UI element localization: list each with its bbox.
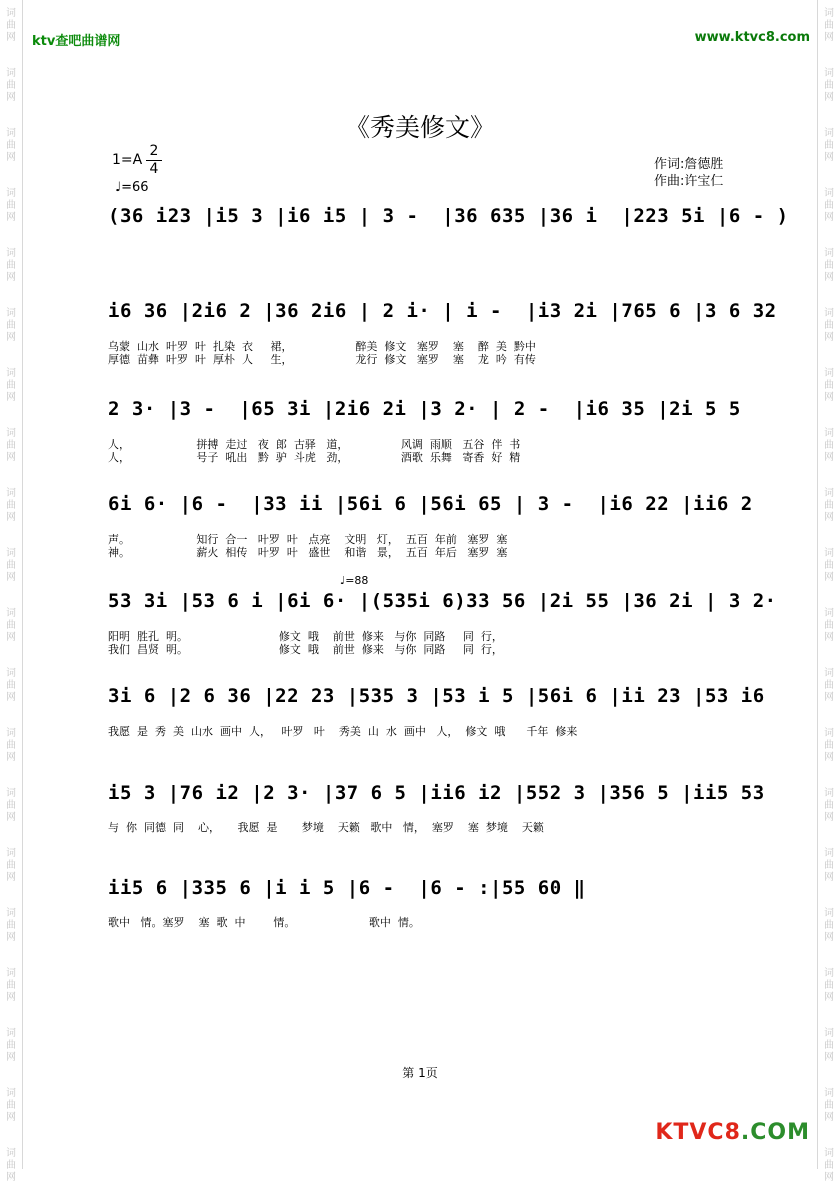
- site-logo: [655, 1120, 810, 1145]
- watermark-text: 词曲网: [824, 968, 834, 1003]
- site-url-right: www.ktvc8.com: [694, 30, 810, 45]
- notation-line-7: i5 3 |76 i2 |2 3· |37 6 5 |ii6 i2 |552 3 |356 5 |ii5 53: [108, 782, 765, 804]
- watermark-text: 词曲网: [824, 548, 834, 583]
- watermark-text: 词曲网: [6, 188, 16, 223]
- watermark-text: 词曲网: [6, 668, 16, 703]
- watermark-text: 词曲网: [6, 8, 16, 43]
- watermark-text: 词曲网: [824, 308, 834, 343]
- notation-line-1: (36 i23 |i5 3 |i6 i5 | 3 - |36 635 |36 i |223 5i |6 - ): [108, 205, 789, 227]
- watermark-text: 词曲网: [824, 1088, 834, 1123]
- watermark-text: 词曲网: [824, 248, 834, 283]
- watermark-text: 词曲网: [6, 968, 16, 1003]
- notation-line-8: ii5 6 |335 6 |i i 5 |6 - |6 - :|55 60 ‖: [108, 877, 586, 899]
- key-signature: 1=A: [112, 152, 143, 168]
- watermark-text: 词曲网: [6, 548, 16, 583]
- watermark-text: 词曲网: [824, 788, 834, 823]
- time-signature: [146, 143, 162, 178]
- watermark-text: 词曲网: [6, 428, 16, 463]
- watermark-text: 词曲网: [6, 308, 16, 343]
- logo-suffix-text: .COM: [740, 1120, 810, 1145]
- lyric-line-7: 与 你 同德 同 心， 我愿 是 梦境 天籁 歌中 情， 塞罗 塞 梦境 天籁: [108, 821, 544, 834]
- watermark-text: 词曲网: [824, 368, 834, 403]
- lyricist-credit: 作词:詹德胜: [654, 157, 724, 172]
- watermark-text: 词曲网: [6, 1148, 16, 1183]
- notation-line-4: 6i 6· |6 - |33 ii |56i 6 |56i 65 | 3 - |i6 22 |ii6 2: [108, 493, 753, 515]
- tempo-marking: ♩=66: [115, 180, 149, 195]
- lyric-line-2-verse-2: 厚德 苗彝 叶罗 叶 厚朴 人 生， 龙行 修文 塞罗 塞 龙 吟 有传: [108, 353, 536, 366]
- time-signature-bottom: 4: [149, 161, 159, 177]
- watermark-text: 词曲网: [6, 788, 16, 823]
- watermark-text: 词曲网: [6, 488, 16, 523]
- left-watermark-strip: [0, 0, 23, 1183]
- watermark-text: 词曲网: [824, 188, 834, 223]
- watermark-text: 词曲网: [6, 128, 16, 163]
- watermark-text: 词曲网: [824, 8, 834, 43]
- song-title: 《秀美修文》: [344, 113, 495, 142]
- lyric-line-5-verse-2: 我们 昌贤 明。 修文 哦 前世 修来 与你 同路 同 行，: [108, 643, 503, 656]
- watermark-text: 词曲网: [824, 1028, 834, 1063]
- notation-line-5: 53 3i |53 6 i |6i 6· |(535i 6)33 56 |2i 55 |36 2i | 3 2·: [108, 590, 777, 612]
- watermark-text: 词曲网: [824, 68, 834, 103]
- lyric-line-5-verse-1: 阳明 胜孔 明。 修文 哦 前世 修来 与你 同路 同 行，: [108, 630, 503, 643]
- watermark-text: 词曲网: [824, 668, 834, 703]
- notation-line-2: i6 36 |2i6 2 |36 2i6 | 2 i· | i - |i3 2i |765 6 |3 6 32: [108, 300, 777, 322]
- lyric-line-4-verse-1: 声。 知行 合一 叶罗 叶 点亮 文明 灯， 五百 年前 塞罗 塞: [108, 533, 508, 546]
- watermark-text: 词曲网: [824, 428, 834, 463]
- watermark-text: 词曲网: [6, 368, 16, 403]
- lyric-line-2-verse-1: 乌蒙 山水 叶罗 叶 扎染 衣 裙， 醉美 修文 塞罗 塞 醉 美 黔中: [108, 340, 536, 353]
- watermark-text: 词曲网: [6, 728, 16, 763]
- watermark-text: 词曲网: [6, 908, 16, 943]
- watermark-text: 词曲网: [824, 1148, 834, 1183]
- watermark-text: 词曲网: [824, 728, 834, 763]
- watermark-text: 词曲网: [824, 128, 834, 163]
- page-number: 第 1页: [402, 1066, 438, 1080]
- watermark-text: 词曲网: [6, 848, 16, 883]
- watermark-text: 词曲网: [6, 248, 16, 283]
- watermark-text: 词曲网: [6, 1088, 16, 1123]
- watermark-text: 词曲网: [824, 488, 834, 523]
- lyric-line-3-verse-2: 人， 号子 吼出 黔 驴 斗虎 劲， 酒歌 乐舞 寄香 好 精: [108, 451, 521, 464]
- lyric-line-8: 歌中 情。塞罗 塞 歌 中 情。 歌中 情。: [108, 916, 420, 929]
- right-watermark-strip: [817, 0, 840, 1183]
- logo-main-text: KTVC8: [655, 1120, 741, 1145]
- notation-line-6: 3i 6 |2 6 36 |22 23 |535 3 |53 i 5 |56i 6 |ii 23 |53 i6: [108, 685, 765, 707]
- watermark-text: 词曲网: [824, 848, 834, 883]
- lyric-line-3-verse-1: 人， 拼搏 走过 夜 郎 古驿 道， 风调 雨顺 五谷 伴 书: [108, 438, 521, 451]
- time-signature-top: 2: [149, 143, 159, 159]
- watermark-text: 词曲网: [6, 1028, 16, 1063]
- watermark-text: 词曲网: [6, 608, 16, 643]
- lyric-line-4-verse-2: 神。 薪火 相传 叶罗 叶 盛世 和谐 景， 五百 年后 塞罗 塞: [108, 546, 508, 559]
- tempo-change-marking: ♩=88: [340, 574, 369, 587]
- watermark-text: 词曲网: [6, 68, 16, 103]
- watermark-text: 词曲网: [824, 908, 834, 943]
- composer-credit: 作曲:许宝仁: [654, 174, 724, 189]
- site-name-left: ktv查吧曲谱网: [32, 34, 121, 49]
- lyric-line-6: 我愿 是 秀 美 山水 画中 人， 叶罗 叶 秀美 山 水 画中 人， 修文 哦 千年 修来: [108, 725, 578, 738]
- watermark-text: 词曲网: [824, 608, 834, 643]
- notation-line-3: 2 3· |3 - |65 3i |2i6 2i |3 2· | 2 - |i6 35 |2i 5 5: [108, 398, 741, 420]
